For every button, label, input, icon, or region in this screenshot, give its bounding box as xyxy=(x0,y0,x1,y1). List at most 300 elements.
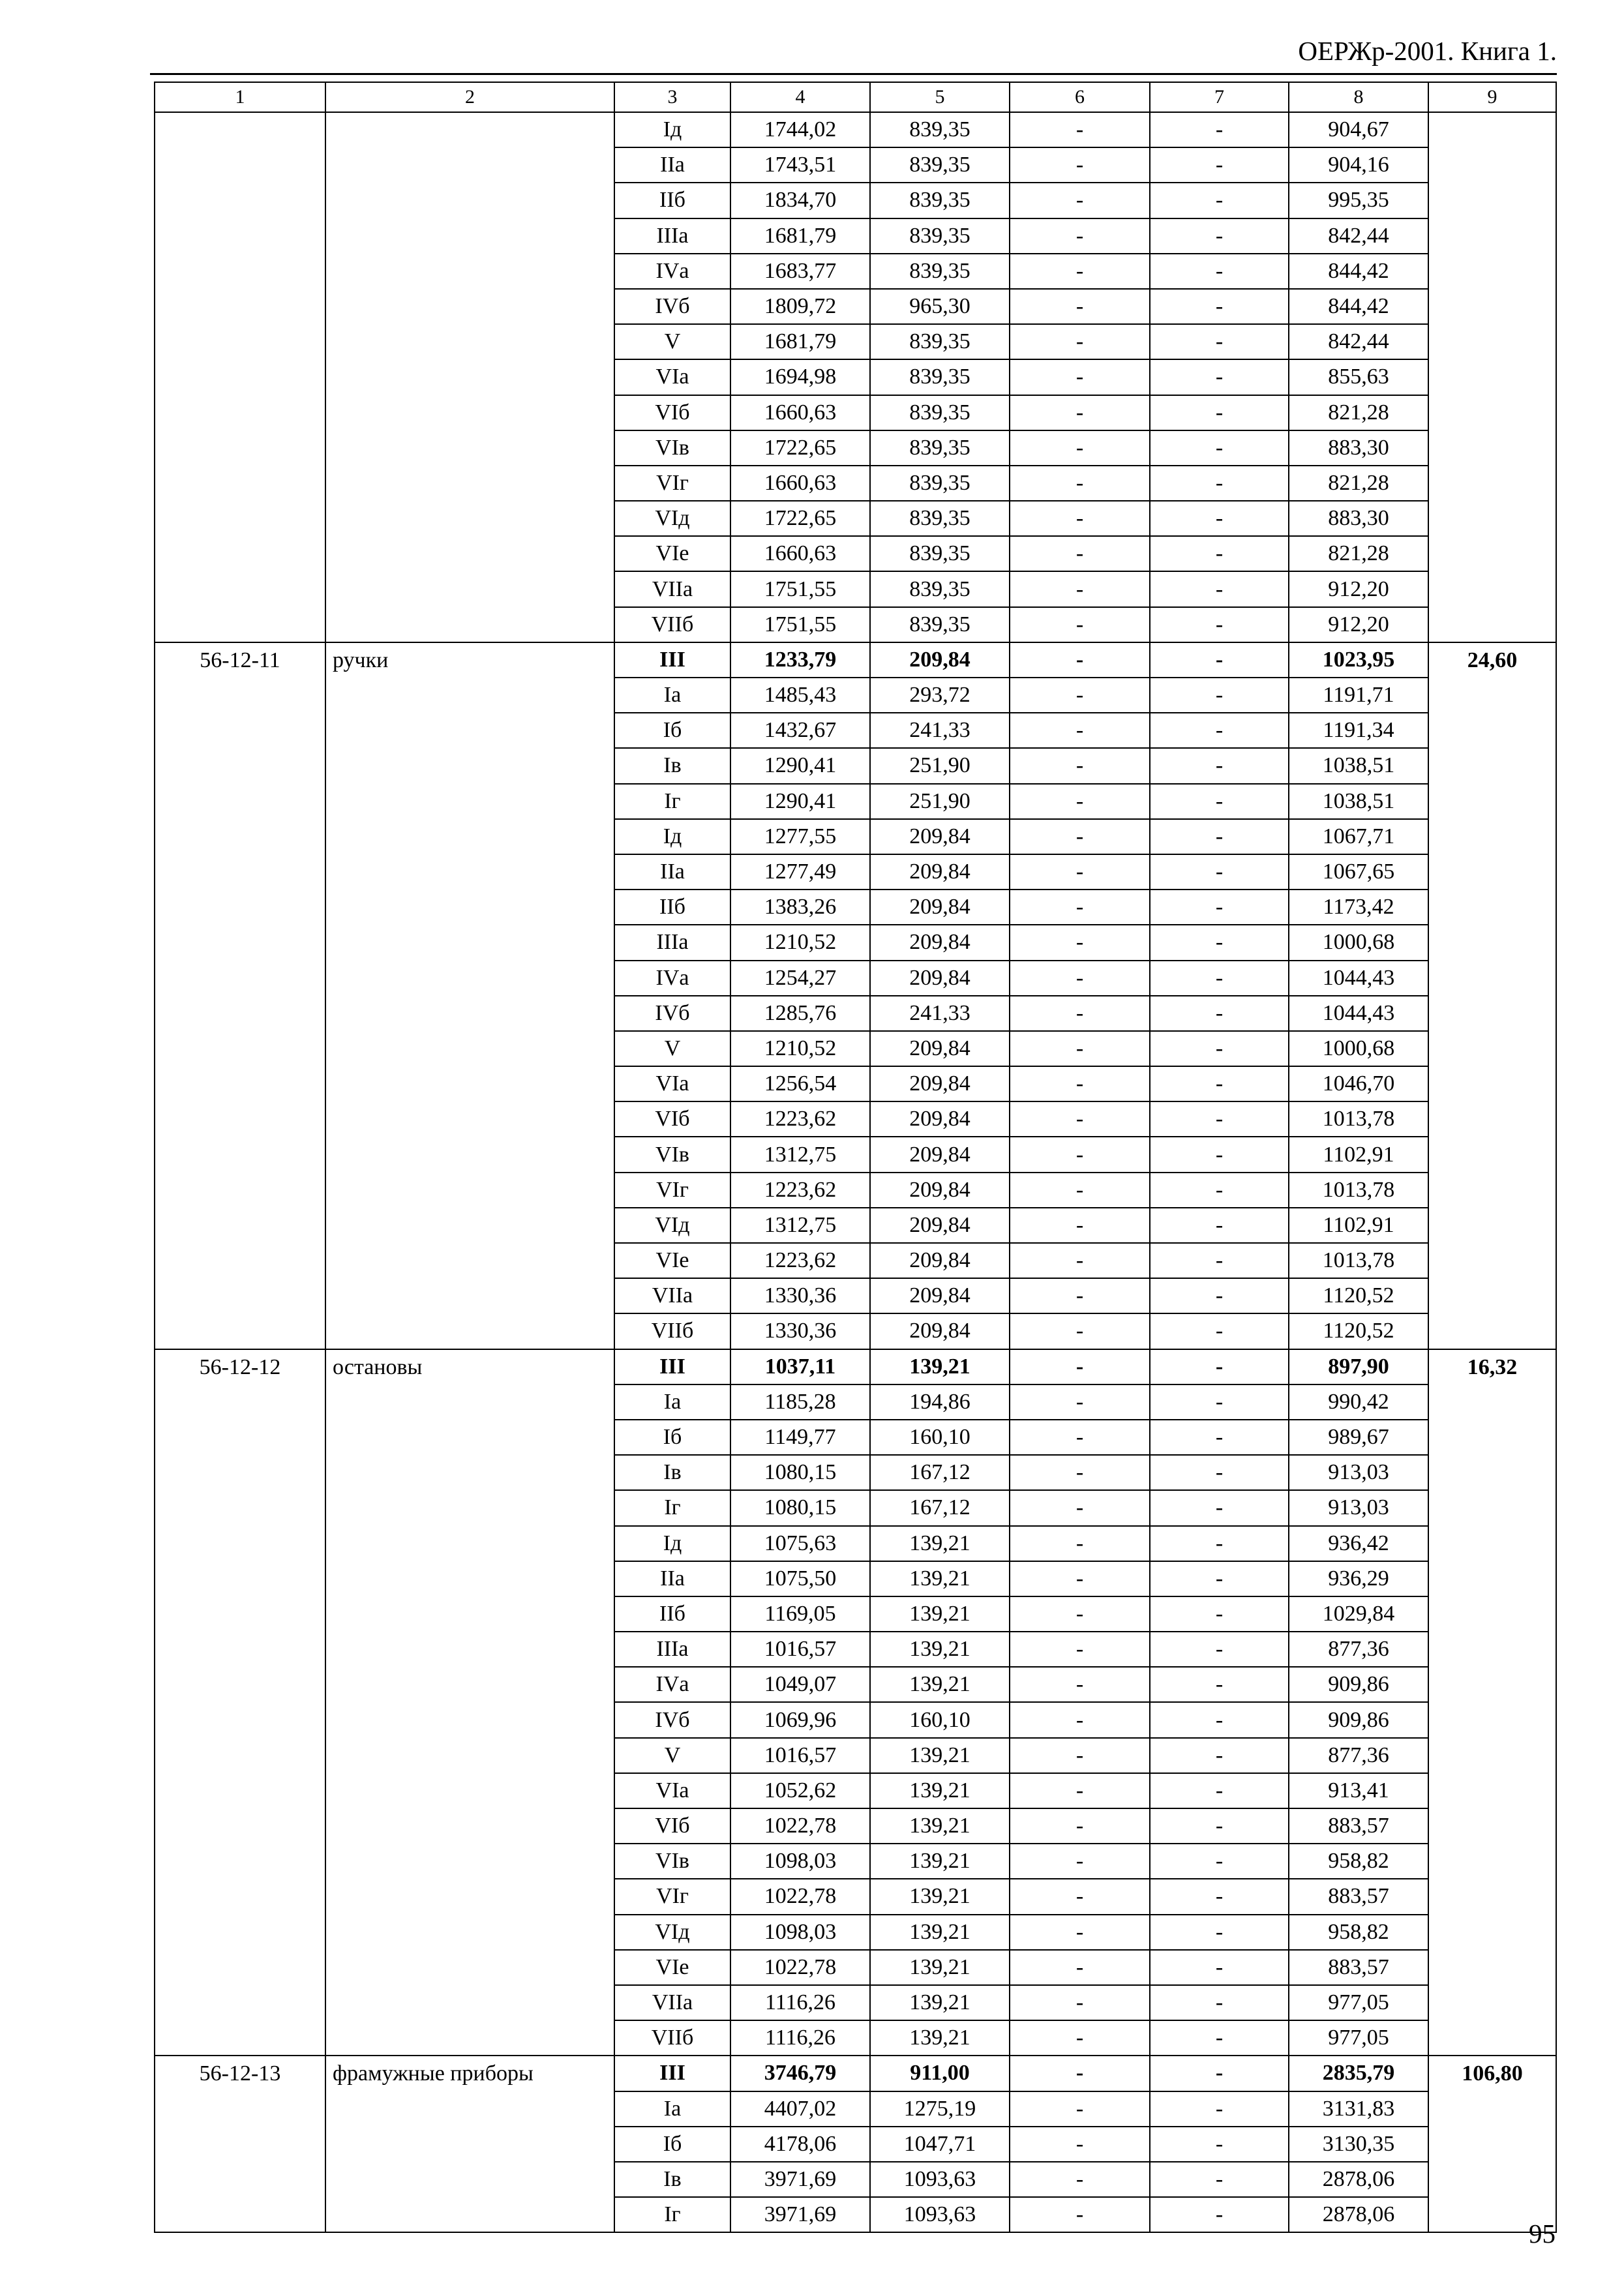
region-class: Iб xyxy=(614,2127,730,2162)
cell-col-4: 1075,63 xyxy=(730,1526,870,1561)
cell-col-7: - xyxy=(1150,2197,1289,2232)
cell-col-6: - xyxy=(1010,1702,1150,1737)
cell-col-6: - xyxy=(1010,359,1150,395)
region-class: VIIа xyxy=(614,1278,730,1313)
cell-col-7: - xyxy=(1150,1031,1289,1066)
cell-col-4: 1254,27 xyxy=(730,961,870,996)
cell-col-6: - xyxy=(1010,1773,1150,1808)
cell-col-4: 1223,62 xyxy=(730,1243,870,1278)
region-class: VIг xyxy=(614,466,730,501)
cell-col-8: 936,29 xyxy=(1289,1561,1428,1596)
cell-col-7: - xyxy=(1150,1985,1289,2020)
region-class: IIб xyxy=(614,183,730,218)
cell-col-4: 1052,62 xyxy=(730,1773,870,1808)
region-class: VIд xyxy=(614,501,730,536)
cell-col-8: 842,44 xyxy=(1289,324,1428,359)
cell-col-6: - xyxy=(1010,1137,1150,1172)
cell-col-5: 160,10 xyxy=(870,1702,1010,1737)
cell-col-8: 883,30 xyxy=(1289,430,1428,466)
region-class: Iа xyxy=(614,2091,730,2127)
cell-col-8: 1102,91 xyxy=(1289,1137,1428,1172)
region-class: VIе xyxy=(614,536,730,571)
cell-col-5: 839,35 xyxy=(870,571,1010,606)
cell-col-7: - xyxy=(1150,147,1289,183)
cell-col-4: 1210,52 xyxy=(730,1031,870,1066)
cell-col-8: 1120,52 xyxy=(1289,1278,1428,1313)
cell-col-5: 965,30 xyxy=(870,289,1010,324)
cell-col-6: - xyxy=(1010,925,1150,960)
price-table xyxy=(154,82,1557,2233)
cell-col-8: 844,42 xyxy=(1289,289,1428,324)
region-class: Iб xyxy=(614,1420,730,1455)
cell-col-7: - xyxy=(1150,1526,1289,1561)
cell-col-7: - xyxy=(1150,536,1289,571)
region-class: IIа xyxy=(614,854,730,890)
cell-col-6: - xyxy=(1010,1278,1150,1313)
cell-col-7: - xyxy=(1150,1313,1289,1349)
region-class: VIв xyxy=(614,1137,730,1172)
cell-col-5: 839,35 xyxy=(870,254,1010,289)
cell-col-6: - xyxy=(1010,395,1150,430)
cell-col-6: - xyxy=(1010,1738,1150,1773)
cell-col-5: 139,21 xyxy=(870,2020,1010,2056)
cell-col-7: - xyxy=(1150,925,1289,960)
cell-col-7: - xyxy=(1150,1243,1289,1278)
cell-col-7: - xyxy=(1150,1490,1289,1525)
region-class: IIб xyxy=(614,890,730,925)
cell-col-7: - xyxy=(1150,1596,1289,1632)
cell-col-4: 1751,55 xyxy=(730,571,870,606)
cell-col-8: 883,57 xyxy=(1289,1879,1428,1914)
cell-col-6: - xyxy=(1010,1173,1150,1208)
cell-col-8: 855,63 xyxy=(1289,359,1428,395)
cell-col-4: 1751,55 xyxy=(730,607,870,642)
region-class: IIб xyxy=(614,1596,730,1632)
cell-col-5: 167,12 xyxy=(870,1490,1010,1525)
cell-col-6: - xyxy=(1010,501,1150,536)
cell-col-5: 209,84 xyxy=(870,1173,1010,1208)
cell-col-8: 1102,91 xyxy=(1289,1208,1428,1243)
cell-col-8: 904,16 xyxy=(1289,147,1428,183)
cell-col-5: 209,84 xyxy=(870,819,1010,854)
cell-col-4: 1277,55 xyxy=(730,819,870,854)
item-code: 56-12-12 xyxy=(155,1349,325,2056)
cell-col-6: - xyxy=(1010,536,1150,571)
region-class: IIIа xyxy=(614,925,730,960)
cell-col-4: 1185,28 xyxy=(730,1384,870,1420)
cell-col-5: 251,90 xyxy=(870,748,1010,783)
cell-col-7: - xyxy=(1150,784,1289,819)
cell-col-4: 1312,75 xyxy=(730,1208,870,1243)
cell-col-7: - xyxy=(1150,2056,1289,2091)
cell-col-4: 1660,63 xyxy=(730,466,870,501)
cell-col-4: 1681,79 xyxy=(730,324,870,359)
cell-col-5: 209,84 xyxy=(870,1313,1010,1349)
cell-col-4: 1722,65 xyxy=(730,430,870,466)
cell-col-7: - xyxy=(1150,501,1289,536)
cell-col-5: 839,35 xyxy=(870,359,1010,395)
cell-col-8: 1013,78 xyxy=(1289,1101,1428,1137)
cell-col-4: 1256,54 xyxy=(730,1066,870,1101)
cell-col-6: - xyxy=(1010,2056,1150,2091)
cell-col-8: 883,30 xyxy=(1289,501,1428,536)
cell-col-6: - xyxy=(1010,996,1150,1031)
cell-col-8: 1038,51 xyxy=(1289,748,1428,783)
region-class: VIIа xyxy=(614,571,730,606)
cell-col-8: 1191,71 xyxy=(1289,678,1428,713)
region-class: IVа xyxy=(614,254,730,289)
cell-col-6: - xyxy=(1010,466,1150,501)
cell-col-6: - xyxy=(1010,1101,1150,1137)
cell-col-7: - xyxy=(1150,678,1289,713)
region-class: IVа xyxy=(614,1667,730,1702)
cell-col-6: - xyxy=(1010,1808,1150,1844)
cell-col-8: 821,28 xyxy=(1289,466,1428,501)
cell-col-7: - xyxy=(1150,183,1289,218)
cell-col-4: 1037,11 xyxy=(730,1349,870,1384)
cell-col-5: 139,21 xyxy=(870,1773,1010,1808)
cell-col-4: 4407,02 xyxy=(730,2091,870,2127)
cell-col-5: 209,84 xyxy=(870,925,1010,960)
cell-col-8: 1046,70 xyxy=(1289,1066,1428,1101)
cell-col-8: 912,20 xyxy=(1289,571,1428,606)
cell-col-5: 839,35 xyxy=(870,183,1010,218)
cell-col-4: 1285,76 xyxy=(730,996,870,1031)
cell-col-4: 1022,78 xyxy=(730,1808,870,1844)
cell-col-7: - xyxy=(1150,1667,1289,1702)
cell-col-6: - xyxy=(1010,254,1150,289)
cell-col-8: 1038,51 xyxy=(1289,784,1428,819)
cell-col-7: - xyxy=(1150,642,1289,678)
cell-col-5: 139,21 xyxy=(870,1561,1010,1596)
cell-col-8: 1029,84 xyxy=(1289,1596,1428,1632)
item-name: остановы xyxy=(325,1349,614,2056)
cell-col-6: - xyxy=(1010,1243,1150,1278)
cell-col-5: 251,90 xyxy=(870,784,1010,819)
region-class: IIа xyxy=(614,147,730,183)
cell-col-7: - xyxy=(1150,430,1289,466)
cell-col-8: 883,57 xyxy=(1289,1808,1428,1844)
cell-col-6: - xyxy=(1010,1420,1150,1455)
cell-col-8: 844,42 xyxy=(1289,254,1428,289)
cell-col-5: 209,84 xyxy=(870,854,1010,890)
cell-col-4: 1075,50 xyxy=(730,1561,870,1596)
cell-col-4: 1330,36 xyxy=(730,1278,870,1313)
column-number: 8 xyxy=(1289,82,1428,112)
cell-col-4: 1210,52 xyxy=(730,925,870,960)
cell-col-4: 1290,41 xyxy=(730,784,870,819)
cell-col-8: 977,05 xyxy=(1289,2020,1428,2056)
cell-col-4: 4178,06 xyxy=(730,2127,870,2162)
cell-col-8: 897,90 xyxy=(1289,1349,1428,1384)
cell-col-8: 3130,35 xyxy=(1289,2127,1428,2162)
cell-col-6: - xyxy=(1010,324,1150,359)
cell-col-7: - xyxy=(1150,254,1289,289)
cell-col-5: 139,21 xyxy=(870,1950,1010,1985)
cell-col-5: 1093,63 xyxy=(870,2197,1010,2232)
cell-col-8: 958,82 xyxy=(1289,1915,1428,1950)
table-row xyxy=(155,112,1556,147)
region-class: V xyxy=(614,1031,730,1066)
item-code: 56-12-11 xyxy=(155,642,325,1349)
cell-col-8: 936,42 xyxy=(1289,1526,1428,1561)
cell-col-5: 241,33 xyxy=(870,713,1010,748)
cell-col-4: 1098,03 xyxy=(730,1844,870,1879)
cell-col-6: - xyxy=(1010,961,1150,996)
cell-col-8: 1191,34 xyxy=(1289,713,1428,748)
cell-col-5: 139,21 xyxy=(870,1667,1010,1702)
region-class: VIа xyxy=(614,1066,730,1101)
cell-col-8: 958,82 xyxy=(1289,1844,1428,1879)
region-class: VIIа xyxy=(614,1985,730,2020)
cell-col-7: - xyxy=(1150,1208,1289,1243)
item-code xyxy=(155,112,325,642)
cell-col-5: 839,35 xyxy=(870,536,1010,571)
cell-col-7: - xyxy=(1150,961,1289,996)
cell-col-4: 1485,43 xyxy=(730,678,870,713)
cell-col-8: 1044,43 xyxy=(1289,961,1428,996)
cell-col-4: 1383,26 xyxy=(730,890,870,925)
column-number: 4 xyxy=(730,82,870,112)
cell-col-5: 209,84 xyxy=(870,642,1010,678)
cell-col-7: - xyxy=(1150,607,1289,642)
region-class: Iг xyxy=(614,1490,730,1525)
cell-col-5: 139,21 xyxy=(870,1915,1010,1950)
cell-col-7: - xyxy=(1150,2091,1289,2127)
cell-col-6: - xyxy=(1010,1455,1150,1490)
region-class: IVа xyxy=(614,961,730,996)
region-class: IVб xyxy=(614,1702,730,1737)
cell-col-7: - xyxy=(1150,218,1289,254)
cell-col-7: - xyxy=(1150,466,1289,501)
cell-col-7: - xyxy=(1150,1561,1289,1596)
cell-col-6: - xyxy=(1010,430,1150,466)
cell-col-6: - xyxy=(1010,1313,1150,1349)
cell-col-8: 1000,68 xyxy=(1289,925,1428,960)
cell-col-5: 839,35 xyxy=(870,501,1010,536)
cell-col-6: - xyxy=(1010,147,1150,183)
cell-col-6: - xyxy=(1010,183,1150,218)
cell-col-6: - xyxy=(1010,607,1150,642)
item-name xyxy=(325,112,614,642)
cell-col-8: 877,36 xyxy=(1289,1632,1428,1667)
column-number: 2 xyxy=(325,82,614,112)
cell-col-6: - xyxy=(1010,748,1150,783)
cell-col-7: - xyxy=(1150,1066,1289,1101)
cell-col-8: 2878,06 xyxy=(1289,2197,1428,2232)
cell-col-4: 1722,65 xyxy=(730,501,870,536)
cell-col-5: 839,35 xyxy=(870,324,1010,359)
cell-col-6: - xyxy=(1010,1844,1150,1879)
cell-col-5: 209,84 xyxy=(870,890,1010,925)
cell-col-4: 3746,79 xyxy=(730,2056,870,2091)
cell-col-5: 839,35 xyxy=(870,466,1010,501)
column-number: 7 xyxy=(1150,82,1289,112)
cell-col-5: 1093,63 xyxy=(870,2162,1010,2197)
cell-col-8: 912,20 xyxy=(1289,607,1428,642)
cell-col-5: 209,84 xyxy=(870,1137,1010,1172)
cell-col-4: 1169,05 xyxy=(730,1596,870,1632)
cell-col-5: 209,84 xyxy=(870,1208,1010,1243)
cell-col-4: 1069,96 xyxy=(730,1702,870,1737)
cell-col-8: 2878,06 xyxy=(1289,2162,1428,2197)
cell-col-7: - xyxy=(1150,1632,1289,1667)
cell-col-6: - xyxy=(1010,1384,1150,1420)
region-class: VIа xyxy=(614,1773,730,1808)
region-class: IIа xyxy=(614,1561,730,1596)
cell-col-5: 139,21 xyxy=(870,1879,1010,1914)
cell-col-8: 1067,65 xyxy=(1289,854,1428,890)
cell-col-5: 139,21 xyxy=(870,1596,1010,1632)
cell-col-7: - xyxy=(1150,112,1289,147)
item-total: 24,60 xyxy=(1428,642,1556,1349)
cell-col-7: - xyxy=(1150,324,1289,359)
region-class: Iа xyxy=(614,678,730,713)
region-class: VIб xyxy=(614,1101,730,1137)
region-class: Iд xyxy=(614,112,730,147)
cell-col-5: 209,84 xyxy=(870,1243,1010,1278)
cell-col-7: - xyxy=(1150,713,1289,748)
cell-col-5: 241,33 xyxy=(870,996,1010,1031)
region-class: Iа xyxy=(614,1384,730,1420)
region-class: VIд xyxy=(614,1915,730,1950)
column-number: 6 xyxy=(1010,82,1150,112)
cell-col-7: - xyxy=(1150,1137,1289,1172)
cell-col-4: 1744,02 xyxy=(730,112,870,147)
cell-col-8: 1023,95 xyxy=(1289,642,1428,678)
cell-col-8: 904,67 xyxy=(1289,112,1428,147)
item-name: ручки xyxy=(325,642,614,1349)
cell-col-6: - xyxy=(1010,784,1150,819)
region-class: Iг xyxy=(614,2197,730,2232)
cell-col-4: 1080,15 xyxy=(730,1455,870,1490)
cell-col-6: - xyxy=(1010,112,1150,147)
cell-col-7: - xyxy=(1150,2020,1289,2056)
region-class: III xyxy=(614,2056,730,2091)
cell-col-5: 139,21 xyxy=(870,1844,1010,1879)
cell-col-4: 1681,79 xyxy=(730,218,870,254)
cell-col-4: 1290,41 xyxy=(730,748,870,783)
cell-col-4: 1022,78 xyxy=(730,1950,870,1985)
cell-col-6: - xyxy=(1010,2127,1150,2162)
column-number-row xyxy=(155,82,1556,112)
cell-col-4: 1683,77 xyxy=(730,254,870,289)
cell-col-6: - xyxy=(1010,890,1150,925)
cell-col-4: 1149,77 xyxy=(730,1420,870,1455)
cell-col-6: - xyxy=(1010,1632,1150,1667)
cell-col-5: 1047,71 xyxy=(870,2127,1010,2162)
cell-col-6: - xyxy=(1010,2162,1150,2197)
cell-col-5: 1275,19 xyxy=(870,2091,1010,2127)
cell-col-8: 909,86 xyxy=(1289,1702,1428,1737)
cell-col-4: 1432,67 xyxy=(730,713,870,748)
cell-col-4: 1016,57 xyxy=(730,1738,870,1773)
cell-col-7: - xyxy=(1150,289,1289,324)
cell-col-5: 167,12 xyxy=(870,1455,1010,1490)
cell-col-8: 821,28 xyxy=(1289,536,1428,571)
region-class: VIIб xyxy=(614,1313,730,1349)
cell-col-5: 160,10 xyxy=(870,1420,1010,1455)
cell-col-8: 913,03 xyxy=(1289,1455,1428,1490)
cell-col-5: 839,35 xyxy=(870,147,1010,183)
cell-col-6: - xyxy=(1010,1950,1150,1985)
region-class: IVб xyxy=(614,996,730,1031)
region-class: VIе xyxy=(614,1950,730,1985)
cell-col-6: - xyxy=(1010,1031,1150,1066)
cell-col-4: 1834,70 xyxy=(730,183,870,218)
cell-col-5: 209,84 xyxy=(870,1278,1010,1313)
cell-col-8: 3131,83 xyxy=(1289,2091,1428,2127)
cell-col-7: - xyxy=(1150,1101,1289,1137)
cell-col-7: - xyxy=(1150,1455,1289,1490)
cell-col-4: 1277,49 xyxy=(730,854,870,890)
cell-col-8: 877,36 xyxy=(1289,1738,1428,1773)
item-total: 16,32 xyxy=(1428,1349,1556,2056)
column-number: 3 xyxy=(614,82,730,112)
cell-col-8: 990,42 xyxy=(1289,1384,1428,1420)
cell-col-4: 1080,15 xyxy=(730,1490,870,1525)
price-table-container xyxy=(154,82,1556,2233)
cell-col-4: 3971,69 xyxy=(730,2162,870,2197)
region-class: VIIб xyxy=(614,2020,730,2056)
cell-col-7: - xyxy=(1150,1808,1289,1844)
cell-col-5: 839,35 xyxy=(870,607,1010,642)
cell-col-8: 913,03 xyxy=(1289,1490,1428,1525)
region-class: VIб xyxy=(614,1808,730,1844)
cell-col-6: - xyxy=(1010,2020,1150,2056)
table-row xyxy=(155,642,1556,678)
cell-col-8: 1044,43 xyxy=(1289,996,1428,1031)
cell-col-6: - xyxy=(1010,1879,1150,1914)
cell-col-8: 1013,78 xyxy=(1289,1243,1428,1278)
cell-col-7: - xyxy=(1150,2127,1289,2162)
region-class: Iв xyxy=(614,2162,730,2197)
region-class: VIе xyxy=(614,1243,730,1278)
cell-col-4: 1694,98 xyxy=(730,359,870,395)
cell-col-4: 1223,62 xyxy=(730,1173,870,1208)
cell-col-5: 139,21 xyxy=(870,1985,1010,2020)
header-rule xyxy=(150,73,1557,75)
region-class: VIа xyxy=(614,359,730,395)
cell-col-6: - xyxy=(1010,642,1150,678)
cell-col-8: 989,67 xyxy=(1289,1420,1428,1455)
cell-col-6: - xyxy=(1010,1667,1150,1702)
cell-col-4: 1116,26 xyxy=(730,2020,870,2056)
cell-col-4: 1660,63 xyxy=(730,536,870,571)
item-code: 56-12-13 xyxy=(155,2056,325,2232)
region-class: V xyxy=(614,1738,730,1773)
cell-col-6: - xyxy=(1010,678,1150,713)
cell-col-8: 977,05 xyxy=(1289,1985,1428,2020)
cell-col-5: 839,35 xyxy=(870,112,1010,147)
cell-col-7: - xyxy=(1150,1950,1289,1985)
region-class: Iв xyxy=(614,1455,730,1490)
cell-col-6: - xyxy=(1010,1915,1150,1950)
table-body xyxy=(155,112,1556,2232)
region-class: VIд xyxy=(614,1208,730,1243)
cell-col-8: 842,44 xyxy=(1289,218,1428,254)
cell-col-5: 139,21 xyxy=(870,1349,1010,1384)
cell-col-4: 1016,57 xyxy=(730,1632,870,1667)
cell-col-8: 1067,71 xyxy=(1289,819,1428,854)
cell-col-4: 3971,69 xyxy=(730,2197,870,2232)
region-class: IIIа xyxy=(614,1632,730,1667)
region-class: III xyxy=(614,642,730,678)
cell-col-8: 909,86 xyxy=(1289,1667,1428,1702)
region-class: VIв xyxy=(614,1844,730,1879)
cell-col-4: 1809,72 xyxy=(730,289,870,324)
cell-col-7: - xyxy=(1150,359,1289,395)
